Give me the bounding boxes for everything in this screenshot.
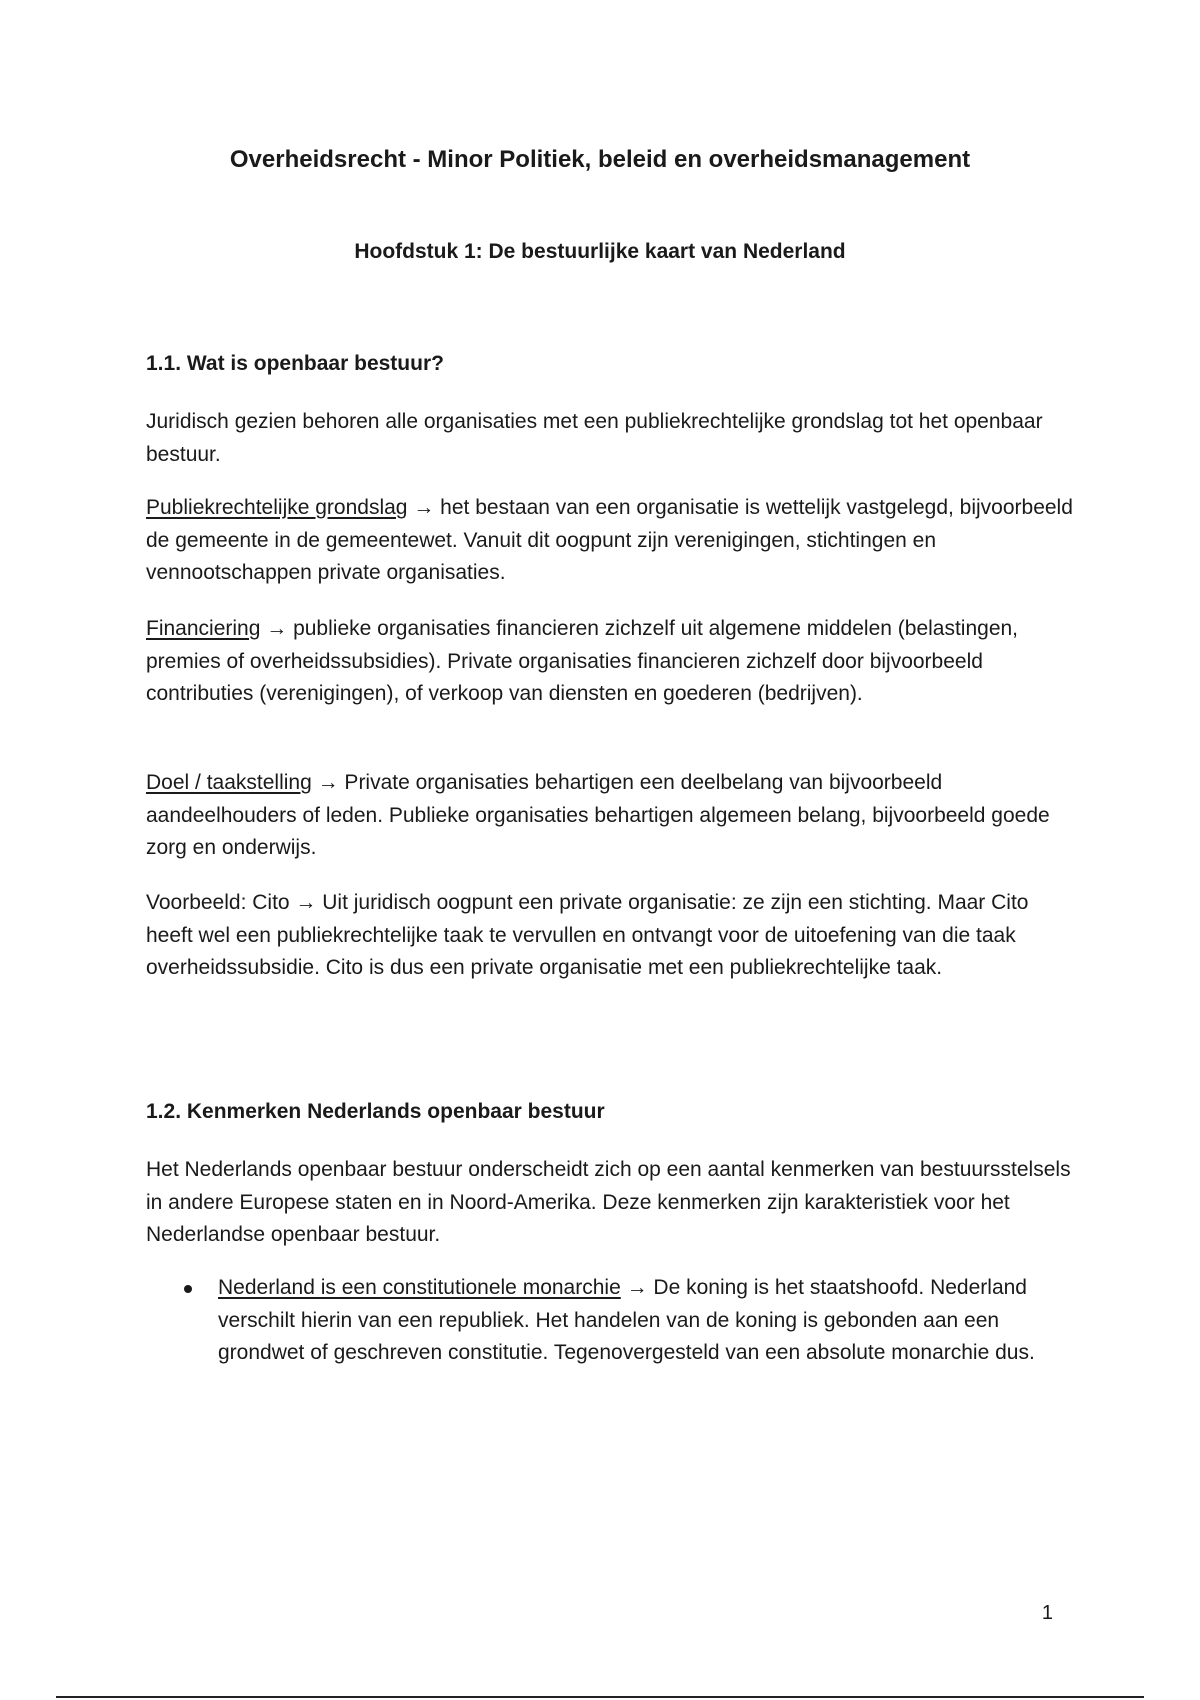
chapter-title: Hoofdstuk 1: De bestuurlijke kaart van Nederland bbox=[354, 240, 846, 263]
footer-divider bbox=[56, 1696, 1144, 1698]
term-financiering: Financiering bbox=[146, 617, 261, 640]
paragraph-financiering bbox=[146, 613, 1076, 711]
paragraph-grondslag bbox=[146, 492, 1076, 590]
document-title: Overheidsrecht - Minor Politiek, beleid en overheidsmanagement bbox=[229, 146, 971, 173]
page-number: 1 bbox=[1041, 1602, 1053, 1624]
term-grondslag: Publiekrechtelijke grondslag bbox=[146, 496, 408, 519]
text-doel: → Private organisaties behartigen een deelbelang van bijvoorbeeld aandeelhouders of leden. Publieke organisaties behartigen algemeen belang, bijvoorbeeld goede zorg en onderwijs. bbox=[146, 771, 1050, 859]
text-monarchie: → De koning is het staatshoofd. Nederland verschilt hierin van een republiek. Het handelen van de koning is gebonden aan een grondwet of geschreven constitutie. Tegenovergesteld van een absolute monarchie dus. bbox=[218, 1276, 1035, 1364]
paragraph-doel bbox=[146, 767, 1076, 865]
list-item bbox=[146, 1272, 1076, 1370]
kenmerken-list bbox=[146, 1272, 1076, 1370]
text-financiering: → publieke organisaties financieren zichzelf uit algemene middelen (belastingen, premies of overheidssubsidies). Private organisaties financieren zichzelf door bijvoorbeeld contributies (verenigingen), of verkoop van diensten en goederen (bedrijven). bbox=[146, 617, 1019, 705]
text-grondslag: → het bestaan van een organisatie is wettelijk vastgelegd, bijvoorbeeld de gemeente in de gemeentewet. Vanuit dit oogpunt zijn verenigingen, stichtingen en vennootschappen private organisaties. bbox=[146, 496, 1073, 584]
section-heading-1-2: 1.2. Kenmerken Nederlands openbaar bestuur bbox=[146, 1100, 605, 1123]
paragraph-intro: Juridisch gezien behoren alle organisaties met een publiekrechtelijke grondslag tot het openbaar bestuur. bbox=[146, 410, 1043, 466]
section-heading-1-1: 1.1. Wat is openbaar bestuur? bbox=[146, 352, 444, 375]
paragraph-kenmerken-intro: Het Nederlands openbaar bestuur onderscheidt zich op een aantal kenmerken van bestuursstelsels in andere Europese staten en in Noord-Amerika. Deze kenmerken zijn karakteristiek voor het Nederlandse openbaar bestuur. bbox=[146, 1158, 1071, 1246]
paragraph-voorbeeld: Voorbeeld: Cito → Uit juridisch oogpunt een private organisatie: ze zijn een stichting. Maar Cito heeft wel een publiekrechtelijke taak te vervullen en ontvangt voor de uitoefening van die taak overheidssubsidie. Cito is dus een private organisatie met een publiekrechtelijke taak. bbox=[146, 891, 1029, 979]
term-monarchie: Nederland is een constitutionele monarchie bbox=[218, 1276, 621, 1299]
bullet-icon bbox=[184, 1285, 192, 1293]
term-doel: Doel / taakstelling bbox=[146, 771, 312, 794]
